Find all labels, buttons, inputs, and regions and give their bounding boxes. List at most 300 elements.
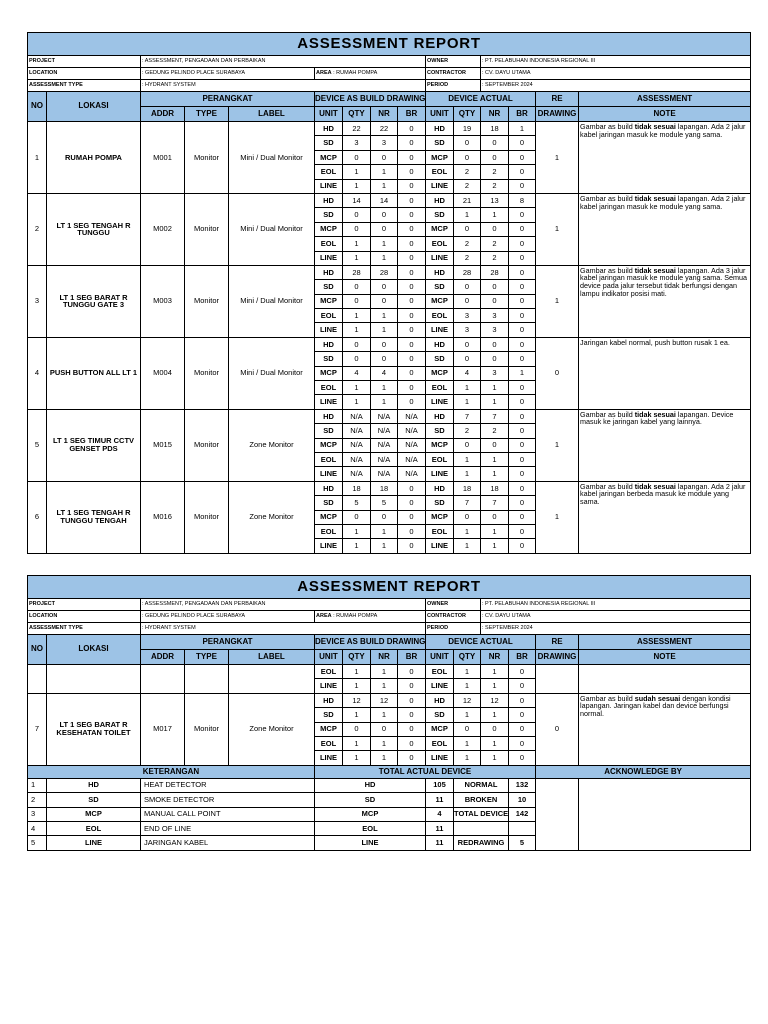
value-cell: 1 bbox=[343, 395, 371, 409]
value-cell: 0 bbox=[509, 409, 536, 423]
location-label: LOCATION bbox=[28, 611, 141, 623]
item-type: Monitor bbox=[185, 693, 229, 765]
item-note: Gambar as build sudah sesuai dengan kondisi lapangan. Jaringan kabel dan device berfungsi normal. bbox=[579, 693, 751, 765]
value-cell: 0 bbox=[509, 309, 536, 323]
value-cell: 1 bbox=[481, 751, 509, 765]
value-cell: 0 bbox=[398, 136, 426, 150]
value-cell: 0 bbox=[398, 294, 426, 308]
value-cell: 0 bbox=[509, 708, 536, 722]
legend-desc: END OF LINE bbox=[141, 821, 315, 835]
value-cell: 0 bbox=[398, 179, 426, 193]
value-cell: 0 bbox=[398, 122, 426, 136]
col-type: TYPE bbox=[185, 650, 229, 665]
value-cell: 0 bbox=[343, 510, 371, 524]
value-cell: 0 bbox=[398, 150, 426, 164]
value-cell: 13 bbox=[481, 193, 509, 207]
table-row bbox=[28, 193, 751, 207]
item-no: 2 bbox=[28, 193, 47, 265]
item-type: Monitor bbox=[185, 265, 229, 337]
value-cell: 1 bbox=[343, 665, 371, 679]
value-cell: 0 bbox=[371, 352, 398, 366]
col-no: NO bbox=[28, 92, 47, 122]
value-cell: 0 bbox=[371, 280, 398, 294]
assessment-type-label: ASSESSMENT TYPE bbox=[28, 80, 141, 92]
value-cell: N/A bbox=[398, 452, 426, 466]
value-cell: 4 bbox=[371, 366, 398, 380]
col-unit: UNIT bbox=[426, 650, 454, 665]
item-lokasi: PUSH BUTTON ALL LT 1 bbox=[47, 337, 141, 409]
value-cell: 1 bbox=[371, 165, 398, 179]
col-nr: NR bbox=[371, 107, 398, 122]
unit-cell: LINE bbox=[426, 467, 454, 481]
col-assessment: ASSESSMENT bbox=[579, 635, 751, 650]
area-label: AREA bbox=[316, 69, 332, 76]
owner-value: : PT. PELABUHAN INDONESIA REGIONAL III bbox=[481, 599, 751, 611]
value-cell: 0 bbox=[509, 265, 536, 279]
legend-code: LINE bbox=[47, 836, 141, 850]
total-unit: HD bbox=[315, 778, 426, 792]
unit-cell: MCP bbox=[426, 722, 454, 736]
empty-cell bbox=[536, 665, 579, 694]
col-unit: UNIT bbox=[315, 107, 343, 122]
value-cell: 1 bbox=[343, 736, 371, 750]
unit-cell: LINE bbox=[315, 323, 343, 337]
unit-cell: MCP bbox=[426, 438, 454, 452]
col-addr: ADDR bbox=[141, 107, 185, 122]
value-cell: 1 bbox=[371, 524, 398, 538]
value-cell: 1 bbox=[343, 309, 371, 323]
unit-cell: HD bbox=[315, 481, 343, 495]
unit-cell: LINE bbox=[426, 179, 454, 193]
value-cell: 1 bbox=[371, 309, 398, 323]
value-cell: 0 bbox=[371, 294, 398, 308]
value-cell: 1 bbox=[454, 467, 481, 481]
value-cell: 4 bbox=[454, 366, 481, 380]
col-as-build: DEVICE AS BUILD DRAWING bbox=[315, 92, 426, 107]
value-cell: N/A bbox=[398, 467, 426, 481]
value-cell: 1 bbox=[454, 452, 481, 466]
value-cell: 0 bbox=[398, 208, 426, 222]
item-label: Mini / Dual Monitor bbox=[229, 193, 315, 265]
value-cell: 14 bbox=[343, 193, 371, 207]
empty-cell bbox=[579, 665, 751, 694]
unit-cell: EOL bbox=[426, 237, 454, 251]
value-cell: 0 bbox=[481, 222, 509, 236]
total-value: 4 bbox=[426, 807, 454, 821]
status-value: 5 bbox=[509, 836, 536, 850]
value-cell: 0 bbox=[398, 265, 426, 279]
value-cell: 1 bbox=[371, 251, 398, 265]
value-cell: 0 bbox=[481, 438, 509, 452]
value-cell: 2 bbox=[454, 251, 481, 265]
unit-cell: SD bbox=[315, 496, 343, 510]
col-qty: QTY bbox=[454, 650, 481, 665]
value-cell: 1 bbox=[454, 665, 481, 679]
col-nr: NR bbox=[481, 650, 509, 665]
unit-cell: HD bbox=[426, 481, 454, 495]
location-label: LOCATION bbox=[28, 68, 141, 80]
value-cell: 0 bbox=[509, 693, 536, 707]
value-cell: 7 bbox=[454, 496, 481, 510]
legend-code: MCP bbox=[47, 807, 141, 821]
value-cell: 2 bbox=[481, 424, 509, 438]
unit-cell: LINE bbox=[315, 179, 343, 193]
value-cell: 0 bbox=[509, 251, 536, 265]
unit-cell: LINE bbox=[426, 751, 454, 765]
unit-cell: EOL bbox=[426, 736, 454, 750]
col-label: LABEL bbox=[229, 650, 315, 665]
value-cell: N/A bbox=[398, 438, 426, 452]
status-label bbox=[454, 821, 509, 835]
location-value: : GEDUNG PELINDO PLACE SURABAYA bbox=[141, 68, 315, 80]
col-qty: QTY bbox=[343, 107, 371, 122]
value-cell: 0 bbox=[509, 165, 536, 179]
value-cell: 0 bbox=[398, 665, 426, 679]
value-cell: 0 bbox=[481, 352, 509, 366]
value-cell: 1 bbox=[343, 323, 371, 337]
unit-cell: EOL bbox=[315, 665, 343, 679]
value-cell: 1 bbox=[454, 751, 481, 765]
value-cell: 0 bbox=[481, 722, 509, 736]
assessment-table-page-1 bbox=[27, 32, 751, 554]
legend-desc: MANUAL CALL POINT bbox=[141, 807, 315, 821]
value-cell: 2 bbox=[454, 165, 481, 179]
value-cell: 1 bbox=[454, 381, 481, 395]
legend-no: 2 bbox=[28, 793, 47, 807]
unit-cell: MCP bbox=[426, 150, 454, 164]
legend-code: HD bbox=[47, 778, 141, 792]
assessment-type-value: : HYDRANT SYSTEM bbox=[141, 623, 426, 635]
unit-cell: LINE bbox=[426, 395, 454, 409]
value-cell: 12 bbox=[481, 693, 509, 707]
value-cell: 18 bbox=[343, 481, 371, 495]
unit-cell: SD bbox=[315, 208, 343, 222]
unit-cell: MCP bbox=[426, 366, 454, 380]
value-cell: 0 bbox=[509, 736, 536, 750]
value-cell: 1 bbox=[454, 708, 481, 722]
value-cell: 1 bbox=[481, 679, 509, 693]
value-cell: 0 bbox=[509, 337, 536, 351]
unit-cell: LINE bbox=[315, 679, 343, 693]
area-label: AREA bbox=[316, 612, 332, 619]
value-cell: 1 bbox=[343, 751, 371, 765]
value-cell: 0 bbox=[398, 693, 426, 707]
value-cell: 1 bbox=[481, 467, 509, 481]
item-label: Mini / Dual Monitor bbox=[229, 265, 315, 337]
assessment-type-value: : HYDRANT SYSTEM bbox=[141, 80, 426, 92]
value-cell: 3 bbox=[454, 309, 481, 323]
col-device-actual: DEVICE ACTUAL bbox=[426, 92, 536, 107]
item-lokasi: LT 1 SEG TENGAH R TUNGGU TENGAH bbox=[47, 481, 141, 553]
value-cell: 2 bbox=[454, 237, 481, 251]
value-cell: 3 bbox=[454, 323, 481, 337]
unit-cell: SD bbox=[426, 208, 454, 222]
report-page-2 bbox=[27, 575, 750, 851]
unit-cell: EOL bbox=[426, 381, 454, 395]
table-row bbox=[28, 481, 751, 495]
value-cell: 0 bbox=[454, 280, 481, 294]
project-label: PROJECT bbox=[28, 56, 141, 68]
value-cell: 22 bbox=[343, 122, 371, 136]
value-cell: 0 bbox=[454, 510, 481, 524]
owner-value: : PT. PELABUHAN INDONESIA REGIONAL III bbox=[481, 56, 751, 68]
value-cell: 18 bbox=[371, 481, 398, 495]
area-value: : RUMAH POMPA bbox=[333, 69, 378, 76]
value-cell: 0 bbox=[398, 280, 426, 294]
unit-cell: HD bbox=[426, 193, 454, 207]
value-cell: 1 bbox=[371, 237, 398, 251]
value-cell: 0 bbox=[398, 510, 426, 524]
item-note: Gambar as build tidak sesuai lapangan. Ada 2 jalur kabel jaringan masuk ke module yang sama. bbox=[579, 122, 751, 194]
value-cell: 0 bbox=[343, 352, 371, 366]
value-cell: 1 bbox=[371, 179, 398, 193]
value-cell: 3 bbox=[371, 136, 398, 150]
value-cell: 0 bbox=[509, 237, 536, 251]
status-value: 132 bbox=[509, 778, 536, 792]
value-cell: 0 bbox=[509, 452, 536, 466]
footer-row bbox=[28, 778, 751, 792]
keterangan-header: KETERANGAN bbox=[28, 765, 315, 778]
item-label: Zone Monitor bbox=[229, 693, 315, 765]
value-cell: N/A bbox=[398, 409, 426, 423]
value-cell: 1 bbox=[371, 381, 398, 395]
item-no: 6 bbox=[28, 481, 47, 553]
value-cell: 21 bbox=[454, 193, 481, 207]
value-cell: 18 bbox=[481, 481, 509, 495]
item-lokasi: LT 1 SEG TIMUR CCTV GENSET PDS bbox=[47, 409, 141, 481]
value-cell: 3 bbox=[481, 309, 509, 323]
value-cell: 1 bbox=[481, 736, 509, 750]
legend-code: EOL bbox=[47, 821, 141, 835]
value-cell: 2 bbox=[454, 179, 481, 193]
value-cell: N/A bbox=[343, 467, 371, 481]
value-cell: 1 bbox=[481, 539, 509, 553]
item-redrawing: 1 bbox=[536, 409, 579, 481]
value-cell: 1 bbox=[454, 208, 481, 222]
value-cell: 1 bbox=[343, 165, 371, 179]
value-cell: 0 bbox=[454, 722, 481, 736]
value-cell: 1 bbox=[481, 381, 509, 395]
unit-cell: SD bbox=[426, 424, 454, 438]
value-cell: 1 bbox=[343, 524, 371, 538]
value-cell: N/A bbox=[343, 452, 371, 466]
total-value: 11 bbox=[426, 836, 454, 850]
value-cell: 0 bbox=[509, 438, 536, 452]
unit-cell: EOL bbox=[315, 381, 343, 395]
item-addr: M015 bbox=[141, 409, 185, 481]
legend-no: 1 bbox=[28, 778, 47, 792]
legend-no: 4 bbox=[28, 821, 47, 835]
value-cell: 1 bbox=[343, 708, 371, 722]
value-cell: 0 bbox=[371, 510, 398, 524]
item-addr: M016 bbox=[141, 481, 185, 553]
value-cell: 28 bbox=[371, 265, 398, 279]
value-cell: 2 bbox=[454, 424, 481, 438]
unit-cell: LINE bbox=[426, 323, 454, 337]
value-cell: 0 bbox=[454, 136, 481, 150]
value-cell: 0 bbox=[454, 337, 481, 351]
col-qty: QTY bbox=[343, 650, 371, 665]
unit-cell: SD bbox=[426, 352, 454, 366]
project-label: PROJECT bbox=[28, 599, 141, 611]
unit-cell: MCP bbox=[315, 366, 343, 380]
contractor-label: CONTRACTOR bbox=[426, 68, 481, 80]
value-cell: 0 bbox=[509, 524, 536, 538]
item-addr: M004 bbox=[141, 337, 185, 409]
value-cell: 0 bbox=[398, 708, 426, 722]
status-value bbox=[509, 821, 536, 835]
total-value: 11 bbox=[426, 821, 454, 835]
status-value: 10 bbox=[509, 793, 536, 807]
unit-cell: HD bbox=[426, 122, 454, 136]
location-value: : GEDUNG PELINDO PLACE SURABAYA bbox=[141, 611, 315, 623]
item-label: Zone Monitor bbox=[229, 481, 315, 553]
acknowledge-signature-right bbox=[579, 778, 751, 850]
item-redrawing: 0 bbox=[536, 337, 579, 409]
value-cell: 0 bbox=[481, 294, 509, 308]
period-value: : SEPTEMBER 2024 bbox=[481, 623, 751, 635]
value-cell: 0 bbox=[343, 722, 371, 736]
item-note: Gambar as build tidak sesuai lapangan. Ada 2 jalur kabel jaringan berbeda masuk ke module yang sama. bbox=[579, 481, 751, 553]
col-addr: ADDR bbox=[141, 650, 185, 665]
unit-cell: MCP bbox=[315, 438, 343, 452]
unit-cell: HD bbox=[315, 409, 343, 423]
value-cell: 0 bbox=[509, 222, 536, 236]
value-cell: 0 bbox=[481, 337, 509, 351]
unit-cell: HD bbox=[315, 693, 343, 707]
value-cell: 1 bbox=[343, 679, 371, 693]
value-cell: 2 bbox=[481, 251, 509, 265]
col-no: NO bbox=[28, 635, 47, 665]
value-cell: 7 bbox=[454, 409, 481, 423]
value-cell: 0 bbox=[398, 366, 426, 380]
unit-cell: LINE bbox=[426, 251, 454, 265]
item-no: 3 bbox=[28, 265, 47, 337]
item-type: Monitor bbox=[185, 193, 229, 265]
value-cell: 0 bbox=[509, 539, 536, 553]
contractor-value: : CV. DAYU UTAMA bbox=[481, 611, 751, 623]
value-cell: 28 bbox=[454, 265, 481, 279]
item-redrawing: 1 bbox=[536, 193, 579, 265]
item-addr: M002 bbox=[141, 193, 185, 265]
value-cell: 0 bbox=[454, 150, 481, 164]
item-addr: M003 bbox=[141, 265, 185, 337]
unit-cell: LINE bbox=[426, 679, 454, 693]
value-cell: 3 bbox=[481, 366, 509, 380]
value-cell: 2 bbox=[481, 165, 509, 179]
value-cell: 1 bbox=[481, 452, 509, 466]
value-cell: 28 bbox=[481, 265, 509, 279]
value-cell: 0 bbox=[454, 438, 481, 452]
assessment-type-label: ASSESSMENT TYPE bbox=[28, 623, 141, 635]
unit-cell: HD bbox=[426, 265, 454, 279]
unit-cell: SD bbox=[315, 280, 343, 294]
owner-label: OWNER bbox=[426, 56, 481, 68]
status-label: BROKEN bbox=[454, 793, 509, 807]
value-cell: 0 bbox=[371, 208, 398, 222]
unit-cell: LINE bbox=[315, 251, 343, 265]
contractor-value: : CV. DAYU UTAMA bbox=[481, 68, 751, 80]
item-lokasi: LT 1 SEG BARAT R KESEHATAN TOILET bbox=[47, 693, 141, 765]
unit-cell: LINE bbox=[426, 539, 454, 553]
col-unit: UNIT bbox=[315, 650, 343, 665]
value-cell: 1 bbox=[454, 679, 481, 693]
col-type: TYPE bbox=[185, 107, 229, 122]
value-cell: 0 bbox=[509, 179, 536, 193]
acknowledge-header: ACKNOWLEDGE BY bbox=[536, 765, 751, 778]
value-cell: 1 bbox=[481, 665, 509, 679]
value-cell: N/A bbox=[343, 409, 371, 423]
unit-cell: EOL bbox=[315, 309, 343, 323]
item-redrawing: 0 bbox=[536, 693, 579, 765]
unit-cell: HD bbox=[426, 409, 454, 423]
value-cell: 1 bbox=[371, 736, 398, 750]
unit-cell: SD bbox=[426, 136, 454, 150]
value-cell: N/A bbox=[371, 424, 398, 438]
unit-cell: MCP bbox=[315, 150, 343, 164]
value-cell: 0 bbox=[371, 222, 398, 236]
unit-cell: SD bbox=[315, 352, 343, 366]
unit-cell: HD bbox=[315, 265, 343, 279]
area-field bbox=[315, 68, 426, 80]
value-cell: 0 bbox=[398, 524, 426, 538]
col-note: NOTE bbox=[579, 107, 751, 122]
item-type: Monitor bbox=[185, 409, 229, 481]
value-cell: 0 bbox=[398, 722, 426, 736]
value-cell: 5 bbox=[371, 496, 398, 510]
item-lokasi: RUMAH POMPA bbox=[47, 122, 141, 194]
item-redrawing: 1 bbox=[536, 122, 579, 194]
value-cell: 0 bbox=[481, 280, 509, 294]
item-no: 1 bbox=[28, 122, 47, 194]
period-label: PERIOD bbox=[426, 623, 481, 635]
value-cell: 0 bbox=[371, 722, 398, 736]
table-row bbox=[28, 693, 751, 707]
unit-cell: HD bbox=[426, 337, 454, 351]
value-cell: 1 bbox=[454, 524, 481, 538]
col-re: RE bbox=[536, 635, 579, 650]
item-note: Gambar as build tidak sesuai lapangan. Device masuk ke jaringan kabel yang lainnya. bbox=[579, 409, 751, 481]
unit-cell: HD bbox=[315, 122, 343, 136]
col-note: NOTE bbox=[579, 650, 751, 665]
unit-cell: MCP bbox=[426, 294, 454, 308]
col-assessment: ASSESSMENT bbox=[579, 92, 751, 107]
value-cell: 0 bbox=[509, 323, 536, 337]
area-value: : RUMAH POMPA bbox=[333, 612, 378, 619]
value-cell: N/A bbox=[371, 409, 398, 423]
value-cell: 0 bbox=[398, 395, 426, 409]
project-value: : ASSESSMENT, PENGADAAN DAN PERBAIKAN bbox=[141, 599, 426, 611]
value-cell: 0 bbox=[509, 510, 536, 524]
value-cell: 0 bbox=[454, 222, 481, 236]
value-cell: 1 bbox=[371, 539, 398, 553]
value-cell: 1 bbox=[509, 366, 536, 380]
col-as-build: DEVICE AS BUILD DRAWING bbox=[315, 635, 426, 650]
col-nr: NR bbox=[371, 650, 398, 665]
unit-cell: MCP bbox=[315, 222, 343, 236]
value-cell: 0 bbox=[371, 150, 398, 164]
unit-cell: HD bbox=[315, 193, 343, 207]
period-label: PERIOD bbox=[426, 80, 481, 92]
value-cell: 0 bbox=[343, 150, 371, 164]
value-cell: 18 bbox=[454, 481, 481, 495]
contractor-label: CONTRACTOR bbox=[426, 611, 481, 623]
value-cell: N/A bbox=[371, 452, 398, 466]
value-cell: 1 bbox=[509, 122, 536, 136]
col-re: RE bbox=[536, 92, 579, 107]
value-cell: 0 bbox=[398, 251, 426, 265]
item-no: 7 bbox=[28, 693, 47, 765]
